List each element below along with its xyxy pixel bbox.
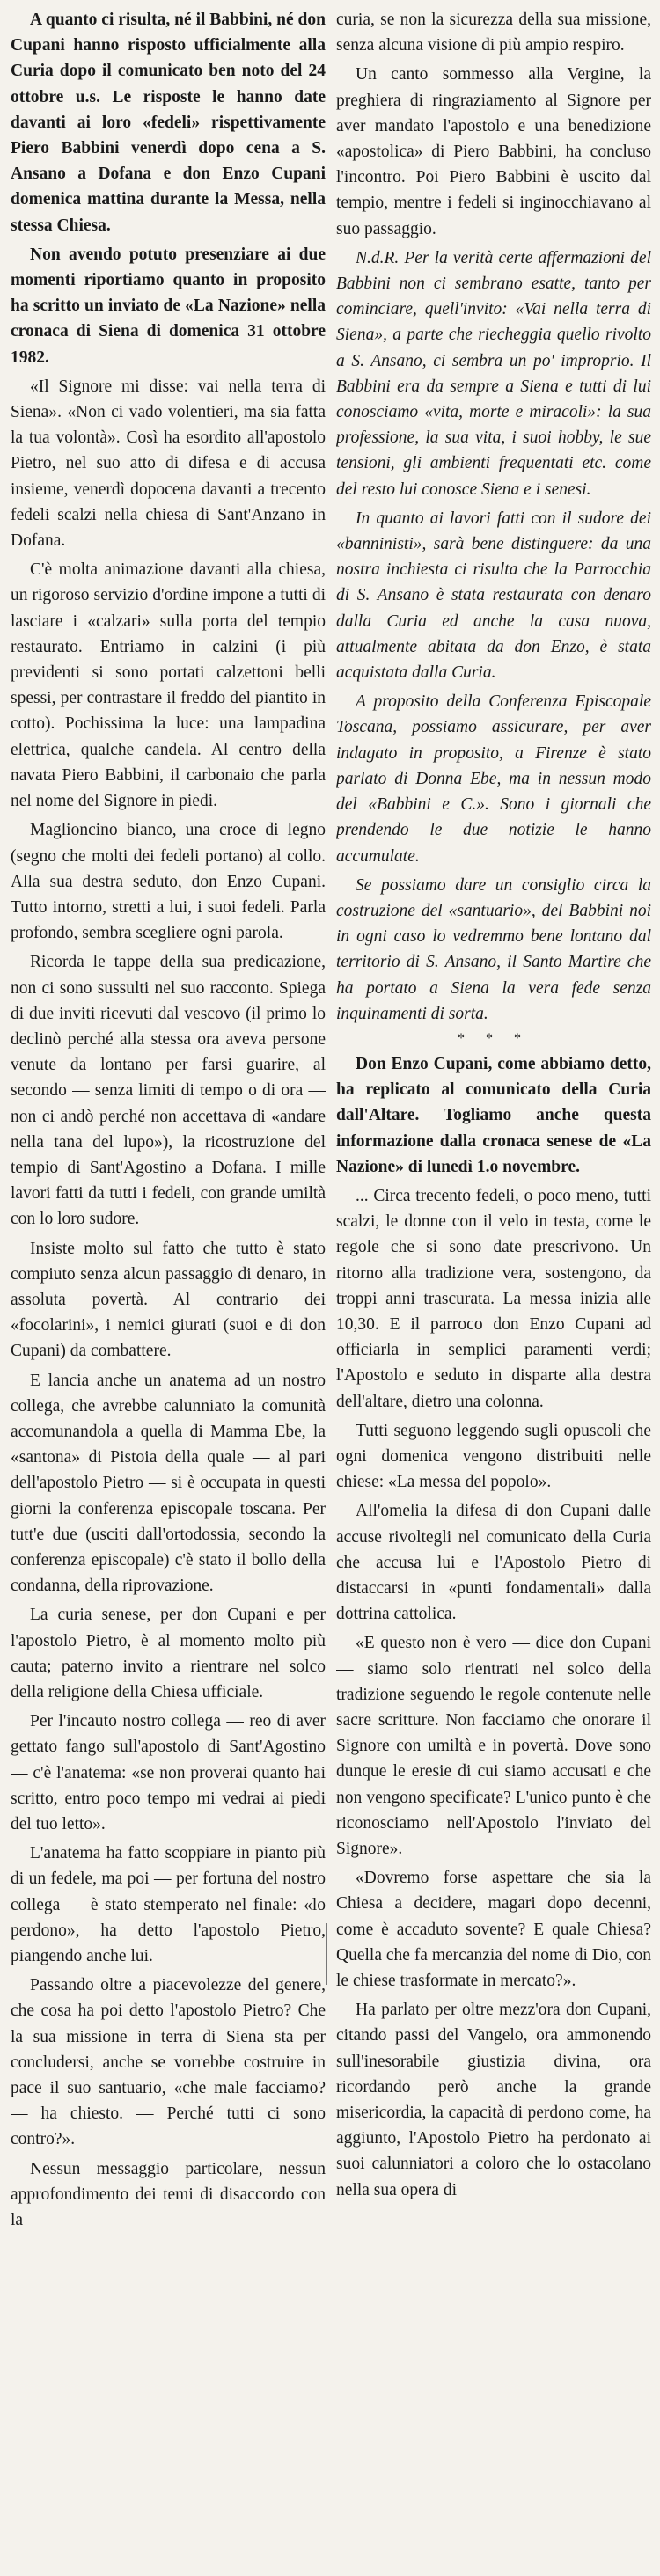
paragraph: In quanto ai lavori fatti con il sudore dei «banninisti», sarà bene distinguere: da una nostra inchiesta ci risulta che la Parrocchia di S. Ansano è stata restaurata con denaro dalla Curia ed anche la casa nuova, attualmente abitata da don Enzo, è stata acquistata dalla Curia. <box>336 509 651 683</box>
paragraph: A proposito della Conferenza Episcopale Toscana, possiamo assicurare, per aver indagato in proposito, a Firenze è stato parlato di Donna Ebe, ma in nessun modo del «Babbini e C.». Sono i giornali che prendendo le due notizie le hanno accumulate. <box>336 692 651 866</box>
paragraph: Un canto sommesso alla Vergine, la preghiera di ringraziamento al Signore per aver mandato l'apostolo e una benedizione «apostolica» di Piero Babbini, ha concluso l'incontro. Poi Piero Babbini è uscito dal tempio, mentre i fedeli si inginocchiavano al suo passaggio. <box>336 65 651 238</box>
paragraph: Maglioncino bianco, una croce di legno (segno che molti dei fedeli portano) al collo. Alla sua destra seduto, don Enzo Cupani. Tutto intorno, stretti a lui, i suoi fedeli. Parla profondo, sembra scegliere ogni parola. <box>11 821 326 943</box>
paragraph: Ha parlato per oltre mezz'ora don Cupani, citando passi del Vangelo, ora ammonendo sull'inesorabile giustizia divina, ora ricordando però anche la grande misericordia, la capacità di perdono come, ha aggiunto, l'Apostolo Pietro ha perdonato ai suoi calunniatori a coloro che lo ostacolano nella sua opera di <box>336 2001 651 2199</box>
paragraph: N.d.R. Per la verità certe affermazioni del Babbini non ci sembrano esatte, tanto per cominciare, quell'invito: «Vai nella terra di Siena», a parte che riecheggia quello rivolto a S. Ansano, ci sembra un po' improprio. Il Babbini era da sempre a Siena e tutti di lui conosciamo «vita, morte e miracoli»: la sua professione, la sua vita, i suoi hobby, le sue tensioni, gli ambienti frequentati etc. come del resto lui conosce Siena e i senesi. <box>336 248 651 499</box>
paragraph: A quanto ci risulta, né il Babbini, né don Cupani hanno risposto ufficialmente alla Curia dopo il comunicato ben noto del 24 ottobre u.s. Le risposte le hanno date davanti ai loro «fedeli» rispettivamente Piero Babbini venerdì dopo cena a S. Ansano a Dofana e don Enzo Cupani domenica mattina durante la Messa, nella stessa Chiesa. <box>11 11 326 235</box>
paragraph: E lancia anche un anatema ad un nostro collega, che avrebbe calunniato la comunità accomunandola a quella di Mamma Ebe, la «santona» di Pistoia della quale — al pari dell'apostolo Pietro — si è occupata in questi giorni la conferenza episcopale toscana. Per tutt'e due (usciti dall'ortodossia, secondo la conferenza episcopale) c'è stato il bollo della condanna, della riprovazione. <box>11 1371 326 1596</box>
right-column <box>336 7 651 2569</box>
paragraph: Per l'incauto nostro collega — reo di aver gettato fango sull'apostolo di Sant'Agostino — c'è l'anatema: «se non proverai quanto hai scritto, entro poco tempo mi vedrai ai piedi del tuo letto». <box>11 1712 326 1834</box>
margin-mark <box>326 1923 327 1985</box>
paragraph: Nessun messaggio particolare, nessun approfondimento dei temi di disaccordo con la <box>11 2159 326 2230</box>
paragraph: ... Circa trecento fedeli, o poco meno, tutti scalzi, le donne con il velo in testa, come le regole che si sono date prescrivono. Un ritorno alla tradizione vera, sostengono, da troppi anni trascurata. La messa inizia alle 10,30. E il parroco don Enzo Cupani ad officiarla in semplici paramenti verdi; l'Apostolo e seduto in disparte alla destra dell'altare, dietro una colonna. <box>336 1186 651 1411</box>
paragraph: C'è molta animazione davanti alla chiesa, un rigoroso servizio d'ordine impone a tutti di lasciare i «calzari» sulla porta del tempio restaurato. Entriamo in calzini (i più previdenti si sono portati calzettoni belli spessi, per contrastare il freddo del piantito in cotto). Pochissima la luce: una lampadina elettrica, qualche candela. Al centro della navata Piero Babbini, il carbonaio che parla nel nome del Signore in piedi. <box>11 560 326 811</box>
paragraph: Passando oltre a piacevolezze del genere, che cosa ha poi detto l'apostolo Pietro? Che la sua missione in terra di Siena sta per concludersi, anche se vorrebbe costruire in pace il suo santuario, «che male facciamo? — ha chiesto. — Perché tutti ci sono contro?». <box>11 1976 326 2149</box>
left-column <box>11 7 326 2569</box>
paragraph: «Dovremo forse aspettare che sia la Chiesa a decidere, magari dopo decenni, come è accaduto sovente? E quale Chiesa? Quella che fa mercanzia del nome di Dio, con le chiese trasformate in mercato?». <box>336 1869 651 1991</box>
paragraph: Se possiamo dare un consiglio circa la costruzione del «santuario», del Babbini noi in ogni caso lo vedremmo bene lontano dal territorio di S. Ansano, il Santo Martire che ha portato a Siena la vera fede senza inquinamenti di sorta. <box>336 875 651 1023</box>
paragraph: Insiste molto sul fatto che tutto è stato compiuto senza alcun passaggio di denaro, in assoluta povertà. Al contrario dei «focolarini», i nemici giurati (suoi e di don Cupani) da combattere. <box>11 1239 326 1361</box>
paragraph: All'omelia la difesa di don Cupani dalle accuse rivoltegli nel comunicato della Curia che accusa lui e l'Apostolo Pietro di distaccarsi in «punti fondamentali» dalla dottrina cattolica. <box>336 1502 651 1624</box>
section-separator: * * * <box>458 1030 530 1046</box>
paragraph: Non avendo potuto presenziare ai due momenti riportiamo quanto in proposito ha scritto un inviato de «La Nazione» nella cronaca di Siena di domenica 31 ottobre 1982. <box>11 245 326 367</box>
paragraph: Don Enzo Cupani, come abbiamo detto, ha replicato al comunicato della Curia dall'Altare. Togliamo anche questa informazione dalla cronaca senese de «La Nazione» di lunedì 1.o novembre. <box>336 1054 651 1176</box>
paragraph: L'anatema ha fatto scoppiare in pianto più di un fedele, ma poi — per fortuna del nostro collega — è stato stemperato nel finale: «lo perdono», ha detto l'apostolo Pietro, piangendo anche lui. <box>11 1844 326 1966</box>
paragraph: «Il Signore mi disse: vai nella terra di Siena». «Non ci vado volentieri, ma sia fatta la tua volontà». Così ha esordito all'apostolo Pietro, nel suo atto di difesa e di accusa insieme, venerdì dopocena davanti a trecento fedeli scalzi nella chiesa di Sant'Anzano in Dofana. <box>11 377 326 551</box>
paragraph: curia, se non la sicurezza della sua missione, senza alcuna visione di più ampio respiro. <box>336 11 651 55</box>
paragraph: Tutti seguono leggendo sugli opuscoli che ogni domenica vengono distribuiti nelle chiese: «La messa del popolo». <box>336 1421 651 1492</box>
paragraph: Ricorda le tappe della sua predicazione, non ci sono sussulti nel suo racconto. Spiega di due inviti ricevuti dal vescovo (il primo lo declinò perché alla stessa ora aveva persone venute da lontano per farsi guarire, al secondo — senza limiti di tempo o di ora — non ci andò perché non accettava di «andare nella tana del lupo»), la ricostruzione del tempio di Sant'Agostino a Dofana. I mille lavori fatti da tutti i fedeli, con grande umiltà con lo loro sudore. <box>11 953 326 1229</box>
paragraph: «E questo non è vero — dice don Cupani — siamo solo rientrati nel solco della tradizione seguendo le regole contenute nelle sacre scritture. Non facciamo che onorare il Signore con umiltà e in povertà. Dove sono dunque le eresie di cui siamo accusati e che non vengono specificate? L'unico punto è che riconosciamo nell'Apostolo l'inviato del Signore». <box>336 1634 651 1859</box>
paragraph: La curia senese, per don Cupani e per l'apostolo Pietro, è al momento molto più cauta; paterno invito a rientrare nel solco della religione della Chiesa ufficiale. <box>11 1606 326 1701</box>
